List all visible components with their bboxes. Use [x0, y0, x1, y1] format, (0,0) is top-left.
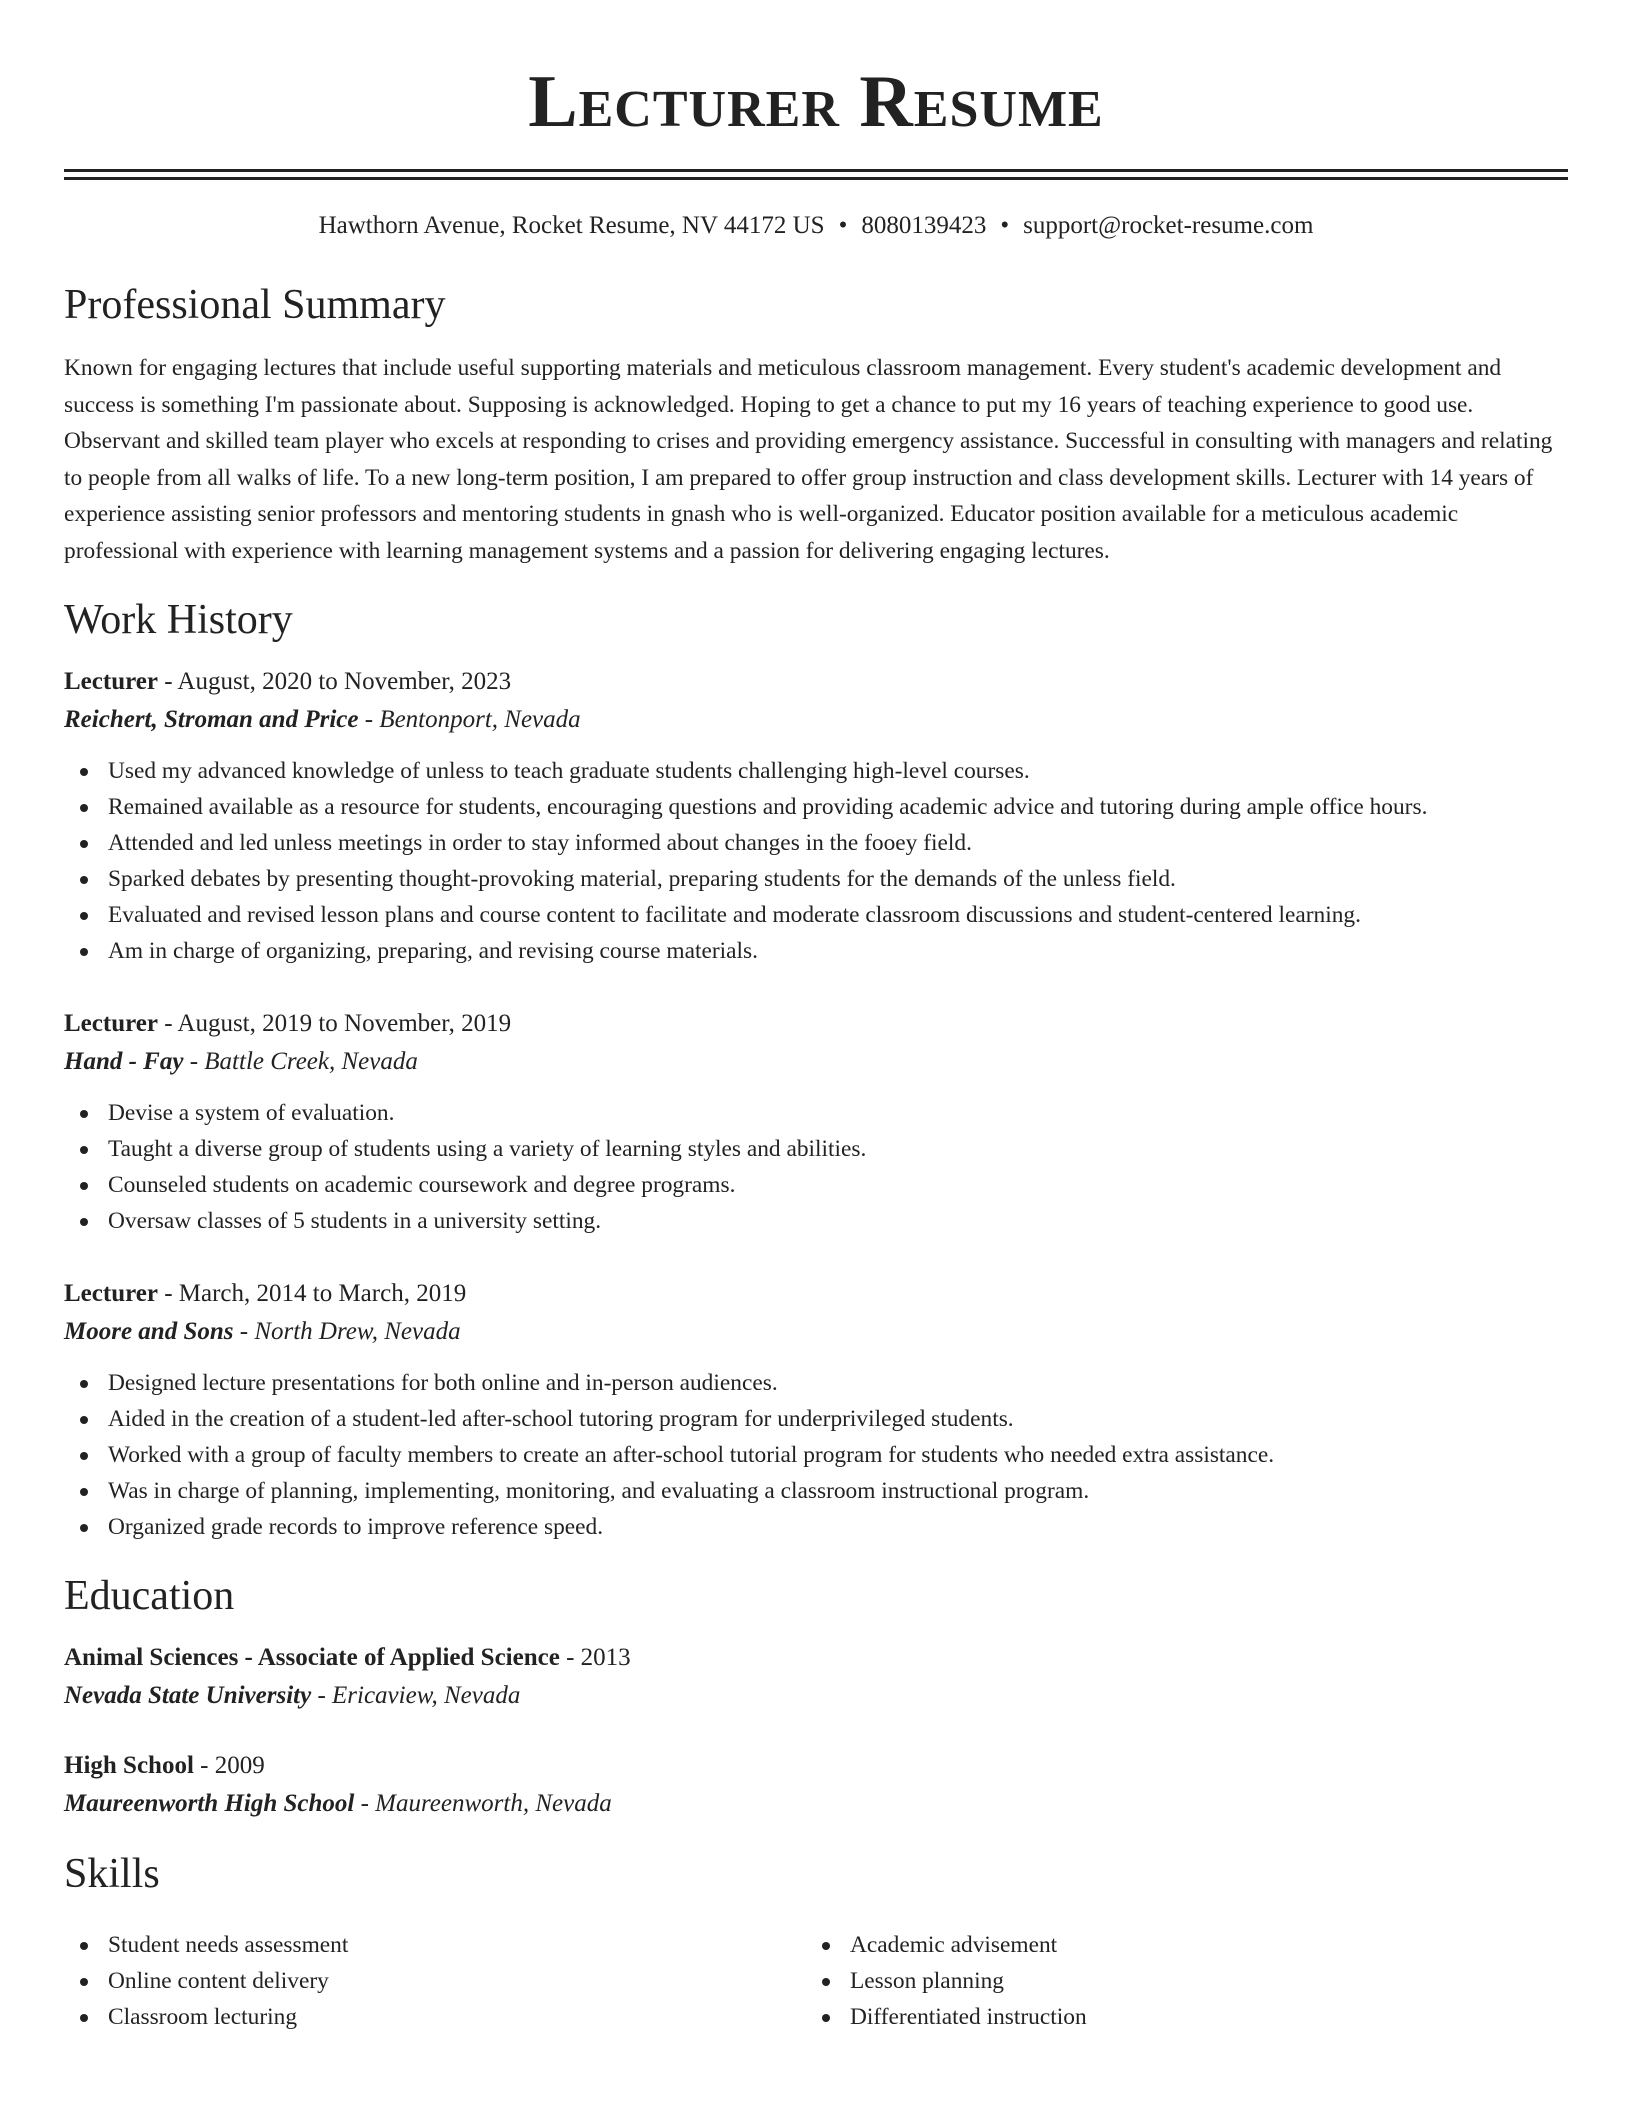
- contact-separator: •: [838, 212, 848, 239]
- contact-line: [64, 210, 1568, 242]
- work-history-heading: Work History: [64, 597, 293, 643]
- list-item: Am in charge of organizing, preparing, and revising course materials.: [64, 933, 1568, 969]
- job-entry: [64, 1275, 1568, 1545]
- list-item: Sparked debates by presenting thought-provoking material, preparing students for the demands of the unless field.: [64, 861, 1568, 897]
- job-company: Hand - Fay: [64, 1048, 184, 1075]
- list-item: Organized grade records to improve reference speed.: [64, 1509, 1568, 1545]
- list-item: Taught a diverse group of students using a variety of learning styles and abilities.: [64, 1131, 1568, 1167]
- job-title-line: [64, 1005, 1568, 1043]
- job-dates: - March, 2014 to March, 2019: [157, 1280, 467, 1307]
- job-dates: - August, 2019 to November, 2019: [157, 1010, 512, 1037]
- job-dates: - August, 2020 to November, 2023: [157, 668, 512, 695]
- title-divider-top: [64, 169, 1568, 172]
- job-location: - Battle Creek, Nevada: [183, 1048, 418, 1075]
- education-school: Maureenworth High School: [64, 1790, 355, 1817]
- contact-phone: 8080139423: [861, 212, 987, 239]
- summary-heading: Professional Summary: [64, 282, 446, 328]
- list-item: Used my advanced knowledge of unless to teach graduate students challenging high-level courses.: [64, 753, 1568, 789]
- education-heading: Education: [64, 1573, 235, 1619]
- list-item: Classroom lecturing: [64, 1999, 806, 2035]
- job-company-line: [64, 1043, 1568, 1081]
- job-company: Moore and Sons: [64, 1318, 234, 1345]
- list-item: Designed lecture presentations for both online and in-person audiences.: [64, 1365, 1568, 1401]
- list-item: Student needs assessment: [64, 1927, 806, 1963]
- education-entry: [64, 1747, 1568, 1823]
- job-entry: [64, 1005, 1568, 1239]
- job-bullets: [64, 753, 1568, 969]
- list-item: Online content delivery: [64, 1963, 806, 1999]
- job-title-line: [64, 1275, 1568, 1313]
- education-degree: High School: [64, 1752, 194, 1779]
- list-item: Counseled students on academic coursework and degree programs.: [64, 1167, 1568, 1203]
- education-year: - 2013: [559, 1644, 631, 1671]
- job-location: - North Drew, Nevada: [233, 1318, 461, 1345]
- job-company-line: [64, 701, 1568, 739]
- resume-title: Lecturer Resume: [528, 61, 1104, 143]
- education-school-line: [64, 1677, 1568, 1715]
- list-item: Differentiated instruction: [806, 1999, 1548, 2035]
- education-degree: Animal Sciences - Associate of Applied Science: [64, 1644, 560, 1671]
- education-degree-line: [64, 1639, 1568, 1677]
- contact-email: support@rocket-resume.com: [1023, 212, 1314, 239]
- job-company-line: [64, 1313, 1568, 1351]
- skills-column-right: [806, 1927, 1548, 2035]
- education-entry: [64, 1639, 1568, 1715]
- contact-address: Hawthorn Avenue, Rocket Resume, NV 44172 US: [318, 212, 825, 239]
- list-item: Remained available as a resource for students, encouraging questions and providing academic advice and tutoring during ample office hours.: [64, 789, 1568, 825]
- job-location: - Bentonport, Nevada: [358, 706, 581, 733]
- list-item: Academic advisement: [806, 1927, 1548, 1963]
- list-item: Aided in the creation of a student-led after-school tutoring program for underprivileged students.: [64, 1401, 1568, 1437]
- list-item: Lesson planning: [806, 1963, 1548, 1999]
- job-title: Lecturer: [64, 668, 158, 695]
- skills-heading: Skills: [64, 1851, 160, 1897]
- education-school-line: [64, 1785, 1568, 1823]
- job-entry: [64, 663, 1568, 969]
- contact-separator: •: [1000, 212, 1010, 239]
- education-year: - 2009: [193, 1752, 265, 1779]
- list-item: Was in charge of planning, implementing, monitoring, and evaluating a classroom instructional program.: [64, 1473, 1568, 1509]
- education-degree-line: [64, 1747, 1568, 1785]
- job-bullets: [64, 1365, 1568, 1545]
- job-company: Reichert, Stroman and Price: [64, 706, 359, 733]
- list-item: Oversaw classes of 5 students in a university setting.: [64, 1203, 1568, 1239]
- job-title: Lecturer: [64, 1280, 158, 1307]
- title-divider-bottom: [64, 177, 1568, 180]
- education-school: Nevada State University: [64, 1682, 312, 1709]
- list-item: Worked with a group of faculty members to create an after-school tutorial program for students who needed extra assistance.: [64, 1437, 1568, 1473]
- list-item: Evaluated and revised lesson plans and course content to facilitate and moderate classroom discussions and student-centered learning.: [64, 897, 1568, 933]
- skills-list: [64, 1913, 1568, 2035]
- job-title: Lecturer: [64, 1010, 158, 1037]
- list-item: Attended and led unless meetings in order to stay informed about changes in the fooey field.: [64, 825, 1568, 861]
- skills-column-left: [64, 1927, 806, 2035]
- job-bullets: [64, 1095, 1568, 1239]
- job-title-line: [64, 663, 1568, 701]
- list-item: Devise a system of evaluation.: [64, 1095, 1568, 1131]
- education-location: - Maureenworth, Nevada: [354, 1790, 612, 1817]
- summary-text: Known for engaging lectures that include useful supporting materials and meticulous classroom management. Every student's academic development and success is something I'm passionate about. Supposing is acknowledged. Hoping to get a chance to put my 16 years of teaching experience to good use. Observant and skilled team player who excels at responding to crises and providing emergency assistance. Successful in consulting with managers and relating to people from all walks of life. To a new long-term position, I am prepared to offer group instruction and class development skills. Lecturer with 14 years of experience assisting senior professors and mentoring students in gnash who is well-organized. Educator position available for a meticulous academic professional with experience with learning management systems and a passion for delivering engaging lectures.: [64, 355, 1553, 564]
- education-location: - Ericaview, Nevada: [311, 1682, 521, 1709]
